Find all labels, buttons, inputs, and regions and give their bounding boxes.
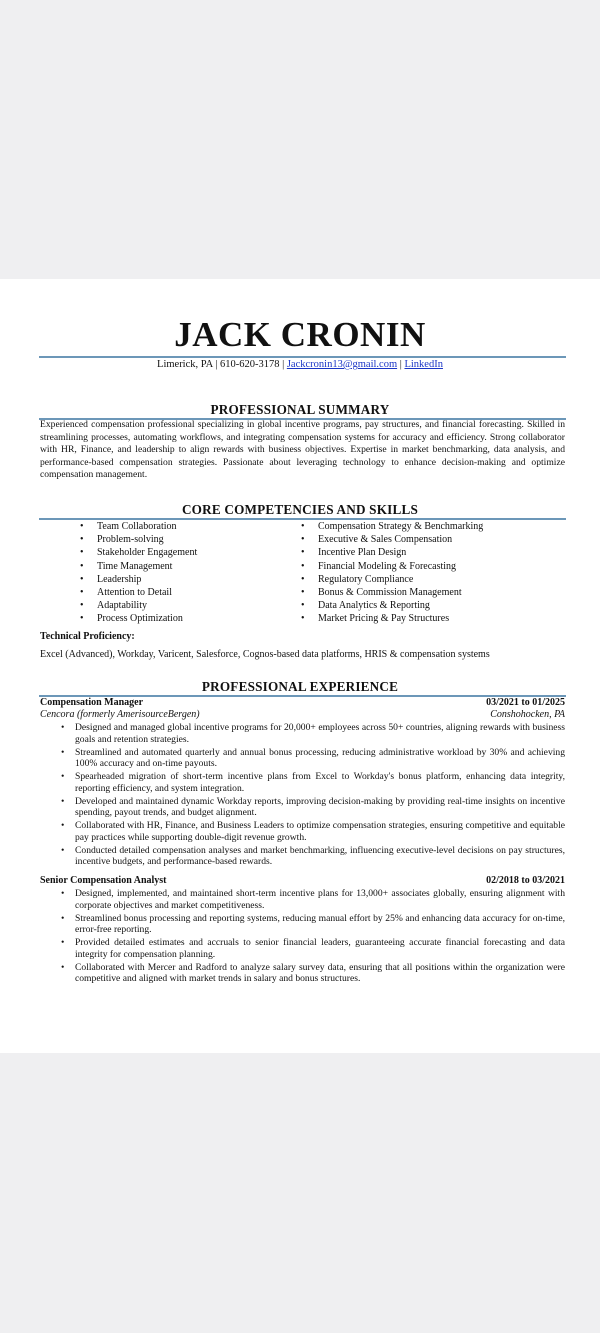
list-item: • Designed and managed global incentive programs for 20,000+ employees across 50+ countries, aligning rewards with business goals and retention strategies. [40,722,565,745]
list-item: • Team Collaboration [78,520,288,533]
candidate-name: JACK CRONIN [174,315,426,354]
list-item: • Leadership [78,573,288,586]
list-item: • Streamlined and automated quarterly and annual bonus processing, reducing administrative workload by 30% and achieving 100% accuracy and on-time payouts. [40,747,565,770]
contact-line [0,358,600,371]
list-item: • Market Pricing & Pay Structures [299,612,565,625]
list-item: • Executive & Sales Compensation [299,533,565,546]
list-item: • Financial Modeling & Forecasting [299,560,565,573]
job-dates: 03/2021 to 01/2025 [486,697,565,708]
list-item: • Incentive Plan Design [299,546,565,559]
list-item: • Attention to Detail [78,586,288,599]
job-title: Senior Compensation Analyst [40,875,167,886]
list-item: • Developed and maintained dynamic Workday reports, improving decision-making by providing real-time insights on incentive spending, payout trends, and budget alignment. [40,796,565,819]
skills-heading: CORE COMPETENCIES AND SKILLS [181,502,419,517]
list-item: • Spearheaded migration of short-term incentive plans from Excel to Workday's bonus platform, enhancing data integrity, reporting efficiency, and system integration. [40,771,565,794]
list-item: • Compensation Strategy & Benchmarking [299,520,565,533]
list-item: • Collaborated with HR, Finance, and Business Leaders to optimize compensation strategies, ensuring competitive and equitable pay practices while supporting double-digit revenue growth. [40,820,565,843]
list-item: • Data Analytics & Reporting [299,599,565,612]
summary-text: Experienced compensation professional specializing in global incentive programs, pay structures, and financial forecasting. Skilled in streamlining processes, automating workflows, and integrating compensation systems for accuracy and efficiency. Strong collaborator with HR, Finance, and leadership to align rewards with business objectives. Expertise in market benchmarking, data analysis, and performance-based compensation strategies. Passionate about leveraging technology to enhance decision-making and optimize compensation management. [40,419,565,481]
technical-proficiency-text: Excel (Advanced), Workday, Varicent, Salesforce, Cognos-based data platforms, HRIS & compensation systems [40,649,490,660]
list-item: • Problem-solving [78,533,288,546]
list-item: • Process Optimization [78,612,288,625]
job-title: Compensation Manager [40,697,144,708]
list-item: • Regulatory Compliance [299,573,565,586]
list-item: • Streamlined bonus processing and reporting systems, reducing manual effort by 25% and enhancing data accuracy for on-time, error-free reporting. [40,913,565,936]
linkedin-link[interactable]: LinkedIn [404,359,443,370]
list-item: • Conducted detailed compensation analyses and market benchmarking, influencing executive-level decisions on pay structures, incentive budgets, and performance-based rewards. [40,845,565,868]
list-item: • Designed, implemented, and maintained short-term incentive plans for 13,000+ associates globally, ensuring alignment with corporate objectives and market competitiveness. [40,888,565,911]
list-item: • Stakeholder Engagement [78,546,288,559]
list-item: • Bonus & Commission Management [299,586,565,599]
company-name: Cencora (formerly AmerisourceBergen) [40,709,200,720]
job-dates: 02/2018 to 03/2021 [486,875,565,886]
list-item: • Provided detailed estimates and accruals to senior financial leaders, guaranteeing accurate financial forecasting and data integrity for compensation planning. [40,937,565,960]
experience-heading: PROFESSIONAL EXPERIENCE [201,679,399,694]
list-item: • Adaptability [78,599,288,612]
contact-separator: | [399,359,402,370]
technical-proficiency-heading: Technical Proficiency: [40,631,135,642]
soft-skills-list [78,520,288,626]
contact-info: Limerick, PA | 610-620-3178 | [157,359,285,370]
resume-page [0,279,600,1053]
technical-skills-list [299,520,565,626]
list-item: • Collaborated with Mercer and Radford to analyze salary survey data, ensuring that all positions within the organization were competitive and aligned with market trends in salary and bonus structures. [40,962,565,985]
company-location: Conshohocken, PA [490,709,565,720]
job-bullets [40,722,565,869]
list-item: • Time Management [78,560,288,573]
summary-heading: PROFESSIONAL SUMMARY [210,402,390,417]
email-link[interactable]: Jackcronin13@gmail.com [286,359,398,370]
job-bullets [40,888,565,986]
